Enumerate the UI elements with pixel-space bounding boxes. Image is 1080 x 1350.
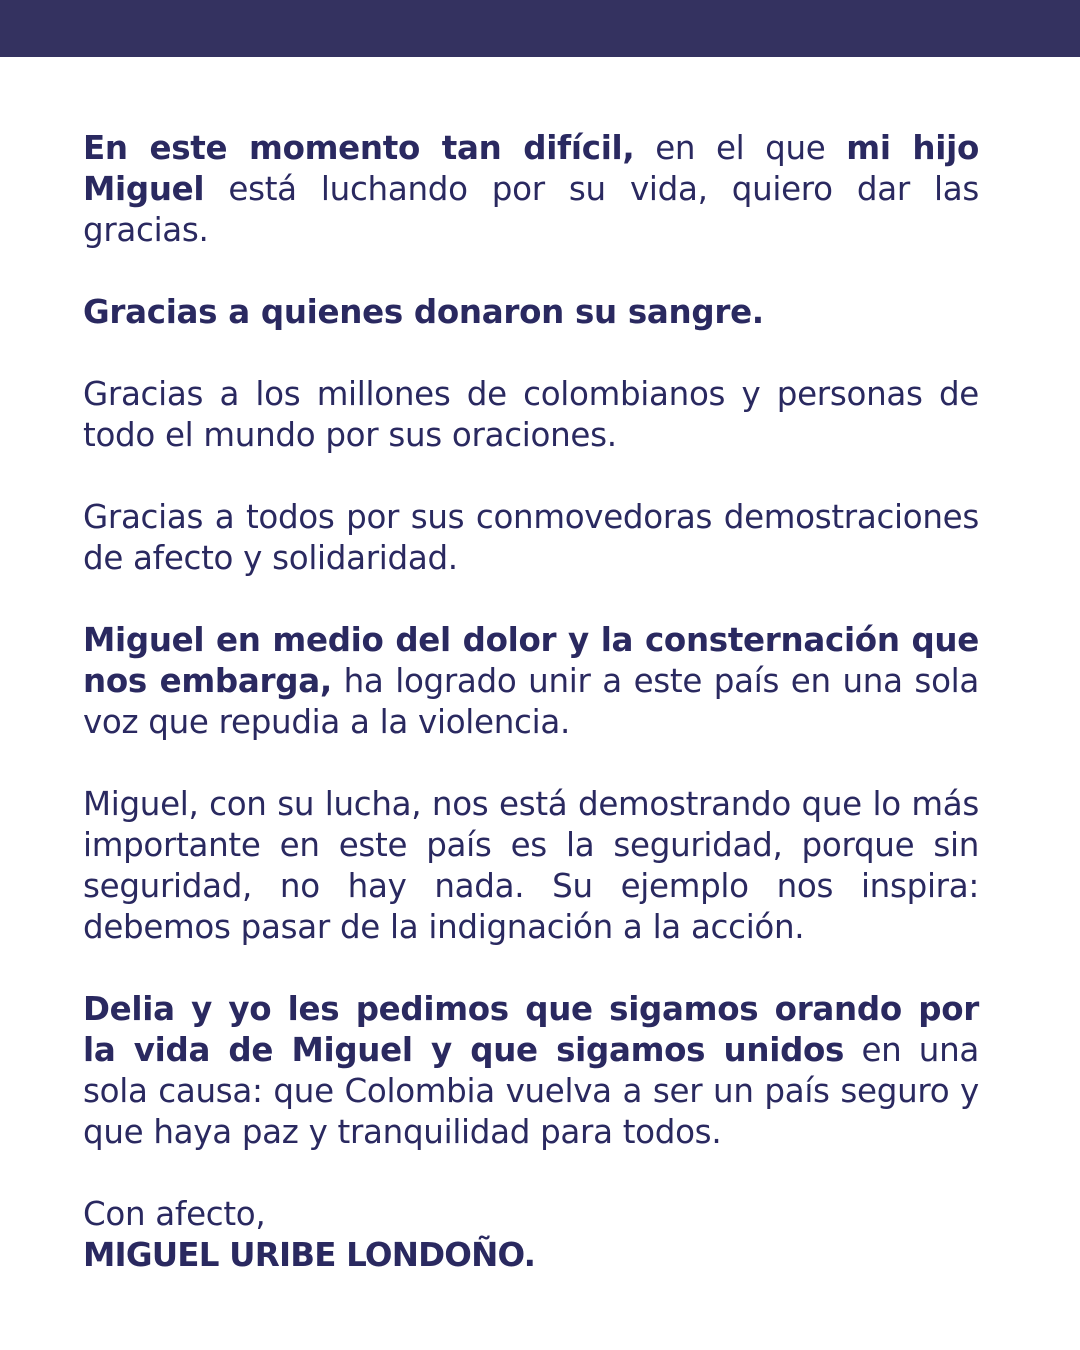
paragraph-security xyxy=(83,784,979,948)
text-run: en el que xyxy=(634,129,847,167)
paragraph-prayers xyxy=(83,374,979,456)
text-run: ha logrado unir a este país en una sola voz que repudia a la violencia. xyxy=(83,662,979,741)
paragraph-request xyxy=(83,989,979,1153)
signature-name: MIGUEL URIBE LONDOÑO. xyxy=(83,1236,536,1274)
closing-salutation: Con afecto, xyxy=(83,1195,266,1233)
header-bar xyxy=(0,0,1080,57)
closing-block xyxy=(83,1194,979,1276)
letter-body xyxy=(83,128,979,1276)
bold-phrase: mi hijo Miguel xyxy=(83,129,979,208)
bold-phrase: Delia y yo les pedimos que sigamos orando por la vida de Miguel y que sigamos unidos xyxy=(83,990,979,1069)
paragraph-solidarity xyxy=(83,497,979,579)
paragraph-gratitude-intro xyxy=(83,128,979,251)
text-run: Gracias a todos por sus conmovedoras demostraciones de afecto y solidaridad. xyxy=(83,498,979,577)
text-run: Miguel, con su lucha, nos está demostrando que lo más importante en este país es la seguridad, porque sin seguridad, no hay nada. Su ejemplo nos inspira: debemos pasar de la indignación a la acción. xyxy=(83,785,979,946)
text-run: está luchando por su vida, quiero dar las gracias. xyxy=(83,170,979,249)
paragraph-unity xyxy=(83,620,979,743)
bold-phrase: En este momento tan difícil, xyxy=(83,129,635,167)
paragraph-blood-donors xyxy=(83,292,979,333)
text-run: en una sola causa: que Colombia vuelva a ser un país seguro y que haya paz y tranquilidad para todos. xyxy=(83,1031,979,1151)
text-run: Gracias a los millones de colombianos y personas de todo el mundo por sus oraciones. xyxy=(83,375,979,454)
bold-phrase: Gracias a quienes donaron su sangre. xyxy=(83,293,764,331)
bold-phrase: Miguel en medio del dolor y la consternación que nos embarga, xyxy=(83,621,979,700)
